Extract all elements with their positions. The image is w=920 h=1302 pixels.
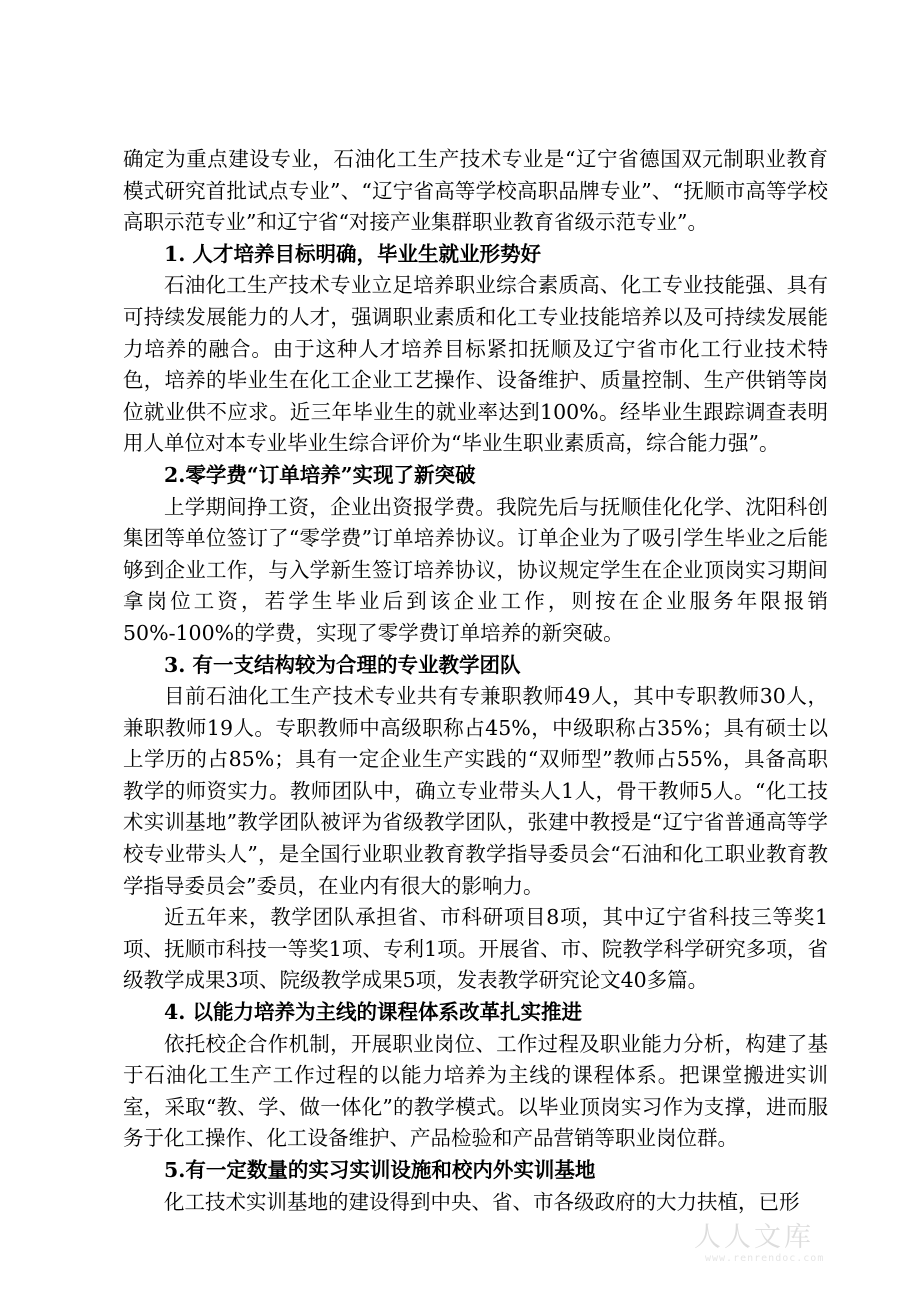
section-1-paragraph: 石油化工生产技术专业立足培养职业综合素质高、化工专业技能强、具有可持续发展能力的人才，强调职业素质和化工专业技能培养以及可持续发展能力培养的融合。由于这种人才培养目标紧扣抚顺及辽宁省市化工行业技术特色，培养的毕业生在化工企业工艺操作、设备维护、质量控制、生产供销等岗位就业供不应求。近三年毕业生的就业率达到100%。经毕业生跟踪调查表明用人单位对本专业毕业生综合评价为“毕业生职业素质高，综合能力强”。 bbox=[123, 273, 828, 456]
section-2-paragraph: 上学期间挣工资，企业出资报学费。我院先后与抚顺佳化化学、沈阳科创集团等单位签订了“零学费”订单培养协议。订单企业为了吸引学生毕业之后能够到企业工作，与入学新生签订培养协议，协议规定学生在企业顶岗实习期间拿岗位工资，若学生毕业后到该企业工作，则按在企业服务年限报销50%-100%的学费，实现了零学费订单培养的新突破。 bbox=[123, 494, 828, 645]
section-3-heading: 3. 有一支结构较为合理的专业教学团队 bbox=[164, 652, 521, 677]
watermark-url: www.renrendoc.com bbox=[705, 1253, 825, 1264]
document-body bbox=[123, 144, 828, 1218]
section-3-paragraph-2: 近五年来，教学团队承担省、市科研项目8项，其中辽宁省科技三等奖1项、抚顺市科技一等奖1项、专利1项。开展省、市、院教学科学研究多项，省级教学成果3项、院级教学成果5项，发表教学研究论文40多篇。 bbox=[123, 905, 828, 993]
section-2-heading: 2.零学费“订单培养”实现了新突破 bbox=[164, 462, 476, 487]
section-3-paragraph-1: 目前石油化工生产技术专业共有专兼职教师49人，其中专职教师30人，兼职教师19人。专职教师中高级职称占45%，中级职称占35%；具有硕士以上学历的占85%；具有一定企业生产实践的“双师型”教师占55%，具备高职教学的师资实力。教师团队中，确立专业带头人1人，骨干教师5人。“化工技术实训基地”教学团队被评为省级教学团队，张建中教授是“辽宁省普通高等学校专业带头人”，是全国行业职业教育教学指导委员会“石油和化工职业教育教学指导委员会”委员，在业内有很大的影响力。 bbox=[123, 684, 828, 898]
section-5-paragraph: 化工技术实训基地的建设得到中央、省、市各级政府的大力扶植，已形 bbox=[164, 1189, 800, 1214]
intro-paragraph: 确定为重点建设专业，石油化工生产技术专业是“辽宁省德国双元制职业教育模式研究首批试点专业”、“辽宁省高等学校高职品牌专业”、“抚顺市高等学校高职示范专业”和辽宁省“对接产业集群职业教育省级示范专业”。 bbox=[123, 147, 828, 235]
section-5-heading: 5.有一定数量的实习实训设施和校内外实训基地 bbox=[164, 1158, 596, 1182]
section-4-heading: 4. 以能力培养为主线的课程体系改革扎实推进 bbox=[164, 1000, 583, 1025]
section-1-heading: 1. 人才培养目标明确，毕业生就业形势好 bbox=[164, 241, 542, 266]
watermark-logo: 人人文库 bbox=[694, 1222, 814, 1253]
section-4-paragraph: 依托校企合作机制，开展职业岗位、工作过程及职业能力分析，构建了基于石油化工生产工作过程的以能力培养为主线的课程体系。把课堂搬进实训室，采取“教、学、做一体化”的教学模式。以毕业顶岗实习作为支撑，进而服务于化工操作、化工设备维护、产品检验和产品营销等职业岗位群。 bbox=[123, 1031, 828, 1151]
